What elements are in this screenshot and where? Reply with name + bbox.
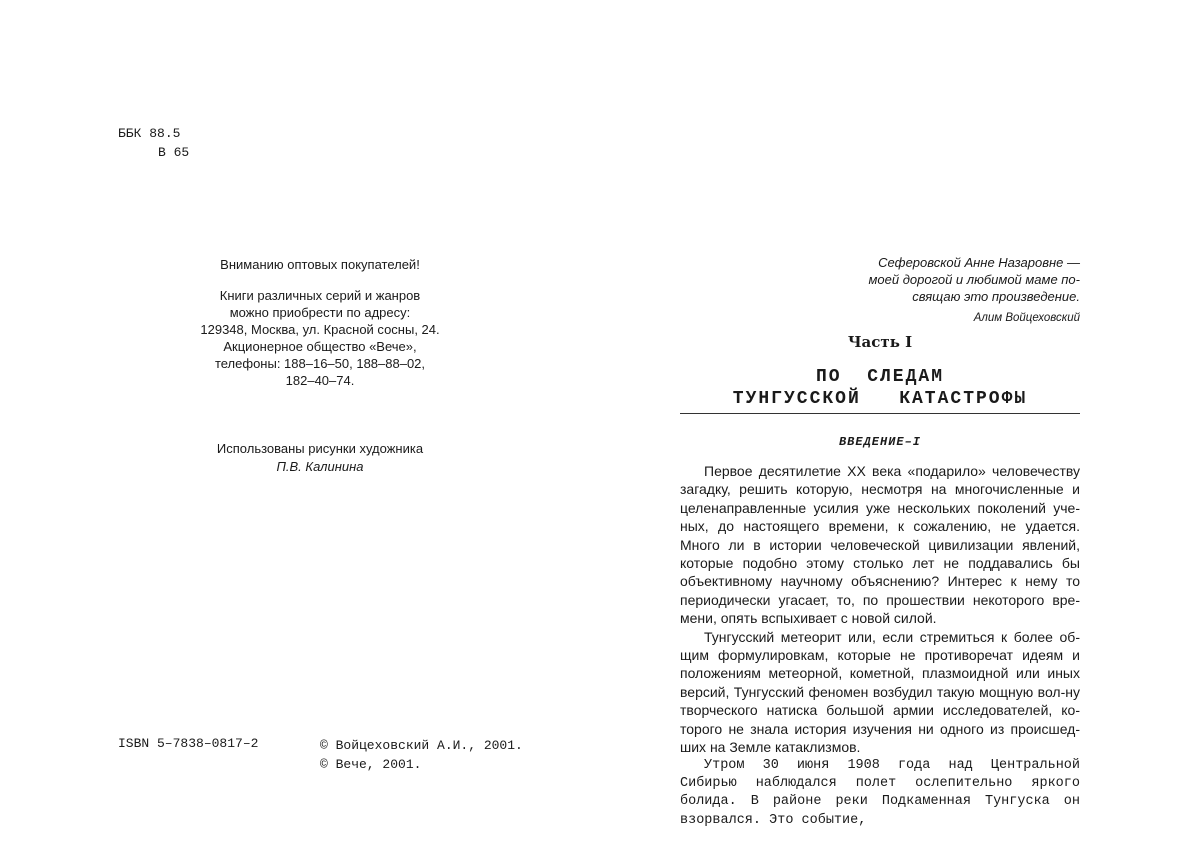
notice-line: Акционерное общество «Вече», [223,339,417,354]
dedication [820,254,1080,327]
paragraph: Утром 30 июня 1908 года над Центральной Сибирью наблюдался полет ослепительно яркого болида. В районе реки Подкаменная Тунгуска он взорвался. Это событие, [680,757,1080,828]
notice-line: можно приобрести по адресу: [229,305,411,320]
isbn: ISBN 5–7838–0817–2 [118,736,259,751]
dedication-line: Сеферовской Анне Назаровне — [878,255,1080,270]
notice-phones: 182–40–74. [285,373,355,388]
chapter-title-line: ПО СЛЕДАМ [815,367,945,387]
copyright-publisher: © Вече, 2001. [320,757,422,772]
bbk-classification [118,124,189,162]
notice-phones: телефоны: 188–16–50, 188–88–02, [214,356,426,371]
copyright-block [320,736,523,774]
illustration-credit [160,440,480,476]
paragraph: Первое десятилетие XX века «подарило» человечеству загадку, решить которую, несмотря на многочисленные и целенаправленные усилия уже нескольких поколений уче-ных, до настоящего времени, к сожалению, не удается. Много ли в истории человеческой цивилизации явлений, которые подобно этому столько лет не поддавались бы объективному научному объяснению? Интерес к нему то периодически угасает, то, по прошествии некоторого вре-мени, опять вспыхивает с новой силой. [680,463,1080,627]
chapter-title-line: ТУНГУССКОЙ КАТАСТРОФЫ [732,389,1028,409]
notice-heading: Вниманию оптовых покупателей! [220,257,420,272]
copyright-author: © Войцеховский А.И., 2001. [320,738,523,753]
illustration-line: Использованы рисунки художника [216,441,424,456]
chapter-title [680,366,1080,410]
body-text [680,462,1080,830]
bbk-row [118,124,189,143]
section-heading: ВВЕДЕНИЕ–I [838,435,921,449]
notice-line: Книги различных серий и жанров [219,288,421,303]
artist-name: П.В. Калинина [276,459,364,474]
notice-address: 129348, Москва, ул. Красной сосны, 24. [200,322,440,337]
dedication-line: моей дорогой и любимой маме по- [868,272,1080,287]
bbk-sub: В 65 [158,145,190,160]
bbk-label: ББК [118,126,142,141]
bbk-code: 88.5 [149,126,181,141]
paragraph: Тунгусский метеорит или, если стремиться к более об-щим формулировкам, которые не противоречат идеям и положениям метеорной, кометной, плазмоидной или иных версий, Тунгусский феномен возбудил такую мощную вол-ну творческого натиска большой армии исследователей, ко-торого не знала история изучения ни одного из происшед-ших на Земле катаклизмов. [680,628,1080,756]
title-divider [680,413,1080,414]
part-title: Часть I [847,333,913,351]
wholesale-notice [160,256,480,389]
dedication-signature: Алим Войцеховский [973,312,1080,324]
dedication-line: свящаю это произведение. [912,289,1080,304]
